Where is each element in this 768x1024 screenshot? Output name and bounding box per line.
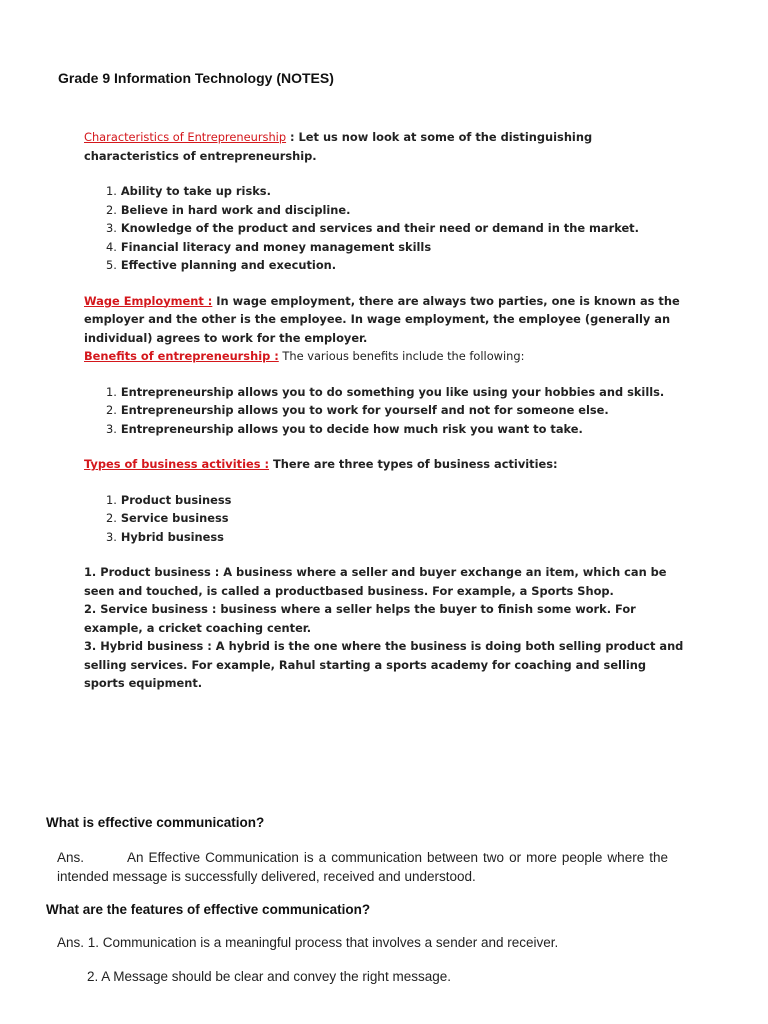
list-item: 5. Effective planning and execution. xyxy=(106,258,337,272)
types-paragraph xyxy=(84,455,684,474)
hybrid-business-definition: 3. Hybrid business : A hybrid is the one where the business is doing both selling product and selling services. For example, Rahul starting a sports academy for coaching and selling sports equipment. xyxy=(84,639,684,690)
embedded-notes-image xyxy=(84,128,684,693)
answer-effective-communication: Ans. An Effective Communication is a communication between two or more people where the intended message is successfully delivered, received and understood. xyxy=(57,850,668,884)
list-item: 1. Ability to take up risks. xyxy=(106,184,271,198)
list-item: 3. Entrepreneurship allows you to decide how much risk you want to take. xyxy=(106,421,583,436)
wage-text: In wage employment, there are always two parties, one is known as the employer and the other is the employee. In wage employment, the employee (generally an individual) agrees to work for the employer. xyxy=(84,293,680,345)
benefits-paragraph xyxy=(84,347,684,366)
service-business-definition: 2. Service business : business where a seller helps the buyer to finish some work. For example, a cricket coaching center. xyxy=(84,602,636,635)
page-title: Grade 9 Information Technology (NOTES) xyxy=(58,70,334,86)
characteristics-paragraph xyxy=(84,128,684,165)
list-item: 2. Service business xyxy=(106,511,229,525)
types-intro: There are three types of business activities: xyxy=(269,457,558,471)
list-item: 4. Financial literacy and money management skills xyxy=(106,239,432,254)
list-item: 2. Entrepreneurship allows you to work for yourself and not for someone else. xyxy=(106,403,609,417)
characteristics-intro: : Let us now look at some of the distinguishing characteristics of entrepreneurship. xyxy=(84,130,593,163)
characteristics-list xyxy=(84,182,684,275)
product-business-definition: 1. Product business : A business where a seller and buyer exchange an item, which can be seen and touched, is called a productbased business. For example, a Sports Shop. xyxy=(84,565,667,598)
question-features-communication: What are the features of effective communication? xyxy=(46,902,371,917)
answer-point-2: 2. A Message should be clear and convey the right message. xyxy=(87,969,451,984)
list-item: 2. Believe in hard work and discipline. xyxy=(106,202,351,217)
list-item: 3. Hybrid business xyxy=(106,529,224,544)
benefits-heading: Benefits of entrepreneurship : xyxy=(84,349,279,363)
types-heading: Types of business activities : xyxy=(84,457,270,471)
list-item: 1. Entrepreneurship allows you to do something you like using your hobbies and skills. xyxy=(106,384,665,399)
list-item: 1. Product business xyxy=(106,492,232,507)
types-list xyxy=(84,491,684,547)
characteristics-heading: Characteristics of Entrepreneurship xyxy=(84,130,287,144)
benefits-intro: The various benefits include the following: xyxy=(278,349,525,363)
wage-heading: Wage Employment : xyxy=(84,293,213,308)
wage-paragraph xyxy=(84,292,684,348)
benefits-list xyxy=(84,383,684,439)
list-item: 3. Knowledge of the product and services and their need or demand in the market. xyxy=(106,221,639,235)
question-effective-communication: What is effective communication? xyxy=(46,815,265,830)
answer-point-1: Ans. 1. Communication is a meaningful process that involves a sender and receiver. xyxy=(57,935,559,950)
